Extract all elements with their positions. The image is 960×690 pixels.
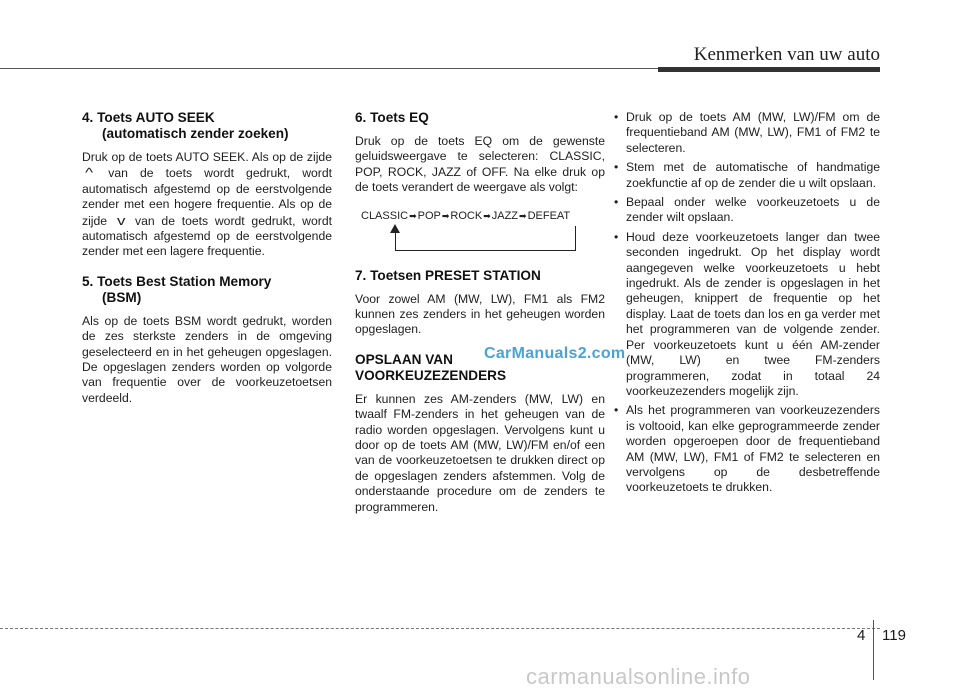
section-4-title-line1: 4. Toets AUTO SEEK xyxy=(82,110,215,125)
footer-watermark: carmanualsonline.info xyxy=(526,664,751,689)
eq-sequence xyxy=(361,210,570,222)
arrow-right-icon: ➡ xyxy=(441,210,450,221)
bullet-icon: • xyxy=(614,229,619,244)
page-number: 119 xyxy=(882,627,906,644)
arrow-right-icon: ➡ xyxy=(483,210,491,221)
bullet-icon: • xyxy=(614,403,619,418)
eq-mode: ROCK xyxy=(450,209,483,222)
arrow-right-icon: ➡ xyxy=(409,210,417,221)
section-4-title-line2: (automatisch zender zoeken) xyxy=(102,126,289,141)
section-5-title-line1: 5. Toets Best Station Memory xyxy=(82,273,272,289)
section-4-paragraph xyxy=(82,150,332,260)
chapter-number: 4 xyxy=(857,627,866,644)
save-presets-title-line1: OPSLAAN VAN xyxy=(355,351,453,367)
footer-rule xyxy=(0,628,880,629)
eq-mode: POP xyxy=(417,209,441,222)
column-3 xyxy=(612,110,880,500)
list-item xyxy=(612,195,880,226)
save-presets-title-line2: VOORKEUZEZENDERS xyxy=(355,367,507,383)
eq-mode: DEFEAT xyxy=(527,209,571,222)
list-item-text: Stem met de automatische of handmatige zoekfunctie af op de zender die u wilt opslaan. xyxy=(626,160,880,190)
eq-mode: CLASSIC xyxy=(361,209,409,222)
eq-mode: JAZZ xyxy=(491,209,519,222)
section-4-text-b: van de toets wordt gedrukt, wordt automatisch afgestemd op de eerstvolgende zender met een hogere frequentie. Als op de zijde xyxy=(82,166,332,228)
section-4-text-c: van de toets wordt gedrukt, wordt automatisch afgestemd op de eerstvolgende zender met een lagere frequentie. xyxy=(82,213,332,259)
list-item xyxy=(612,110,880,156)
list-item-text: Als het programmeren van voorkeuzezenders is voltooid, kan elke geprogrammeerde zender worden opgeroepen door de frequentieband AM (MW, LW), FM1 of FM2 te selecteren en vervolgens op de desbetreffende voorkeuzetoets te drukken. xyxy=(626,403,880,495)
header-title: Kenmerken van uw auto xyxy=(693,44,880,65)
list-item xyxy=(612,403,880,495)
list-item xyxy=(612,230,880,399)
chevron-up-icon: ^ xyxy=(85,165,94,181)
page-number-divider xyxy=(873,620,874,680)
chevron-down-icon: v xyxy=(116,212,126,228)
list-item-text: Houd deze voorkeuzetoets langer dan twee seconden ingedrukt. Op het display wordt aangegeven welke voorkeuzetoets u hebt ingedrukt. Als de zender is opgeslagen in het geheugen, knippert de frequentie op het display. Laat de toets dan los en ga verder met het programmeren van de volgende zender. Per voorkeuzetoets kunt u één AM-zender (MW, LW) en twee FM-zenders programmeren, zodat in totaal 24 voorkeuzezenders mogelijk zijn. xyxy=(626,229,880,398)
bullet-icon: • xyxy=(614,110,619,124)
section-4-text-a: Druk op de toets AUTO SEEK. Als op de zijde xyxy=(82,150,332,164)
arrow-right-icon: ➡ xyxy=(519,210,527,221)
list-item-text: Druk op de toets AM (MW, LW)/FM om de frequentieband AM (MW, LW), FM1 of FM2 te selecteren. xyxy=(626,110,880,155)
watermark-link[interactable]: CarManuals2.com xyxy=(484,345,626,362)
eq-loop-stem xyxy=(395,230,397,251)
section-7-heading: 7. Toetsen PRESET STATION xyxy=(355,267,541,283)
section-5-heading xyxy=(82,274,332,306)
eq-cycle-diagram xyxy=(355,210,605,258)
section-5-paragraph: Als op de toets BSM wordt gedrukt, worden de zes sterkste zenders in de omgeving geselecteerd en in het geheugen opgeslagen. De opgeslagen zenders worden op volgorde van frequentie over de voorkeuzetoetsen verdeeld. xyxy=(82,313,332,405)
section-4-heading xyxy=(82,110,332,142)
save-presets-paragraph: Er kunnen zes AM-zenders (MW, LW) en twaalf FM-zenders in het geheugen van de radio worden opgeslagen. Vervolgens kunt u door op de toets AM (MW, LW)/FM en/of een van de voorkeuzetoetsen te drukken direct op de opgeslagen zenders afstemmen. Volg de onderstaande procedure om de zenders te programmeren. xyxy=(355,391,605,514)
section-5-title-line2: (BSM) xyxy=(102,289,142,305)
eq-loop-line xyxy=(395,226,576,251)
header-rule-accent xyxy=(658,67,880,72)
bullet-icon: • xyxy=(614,160,619,175)
preset-steps-list xyxy=(612,110,880,496)
list-item xyxy=(612,160,880,191)
section-7-paragraph: Voor zowel AM (MW, LW), FM1 als FM2 kunnen zes zenders in het geheugen worden opgeslagen. xyxy=(355,291,605,337)
list-item-text: Bepaal onder welke voorkeuzetoets u de zender wilt opslaan. xyxy=(626,195,880,225)
section-6-heading: 6. Toets EQ xyxy=(355,110,429,125)
column-1 xyxy=(82,110,332,420)
bullet-icon: • xyxy=(614,195,619,210)
column-2 xyxy=(355,110,605,529)
section-6-paragraph: Druk op de toets EQ om de gewenste geluidsweergave te selecteren: CLASSIC, POP, ROCK, JAZZ of OFF. Na elke druk op de toets verandert de weergave als volgt: xyxy=(355,134,605,195)
arrow-up-icon xyxy=(390,224,400,233)
